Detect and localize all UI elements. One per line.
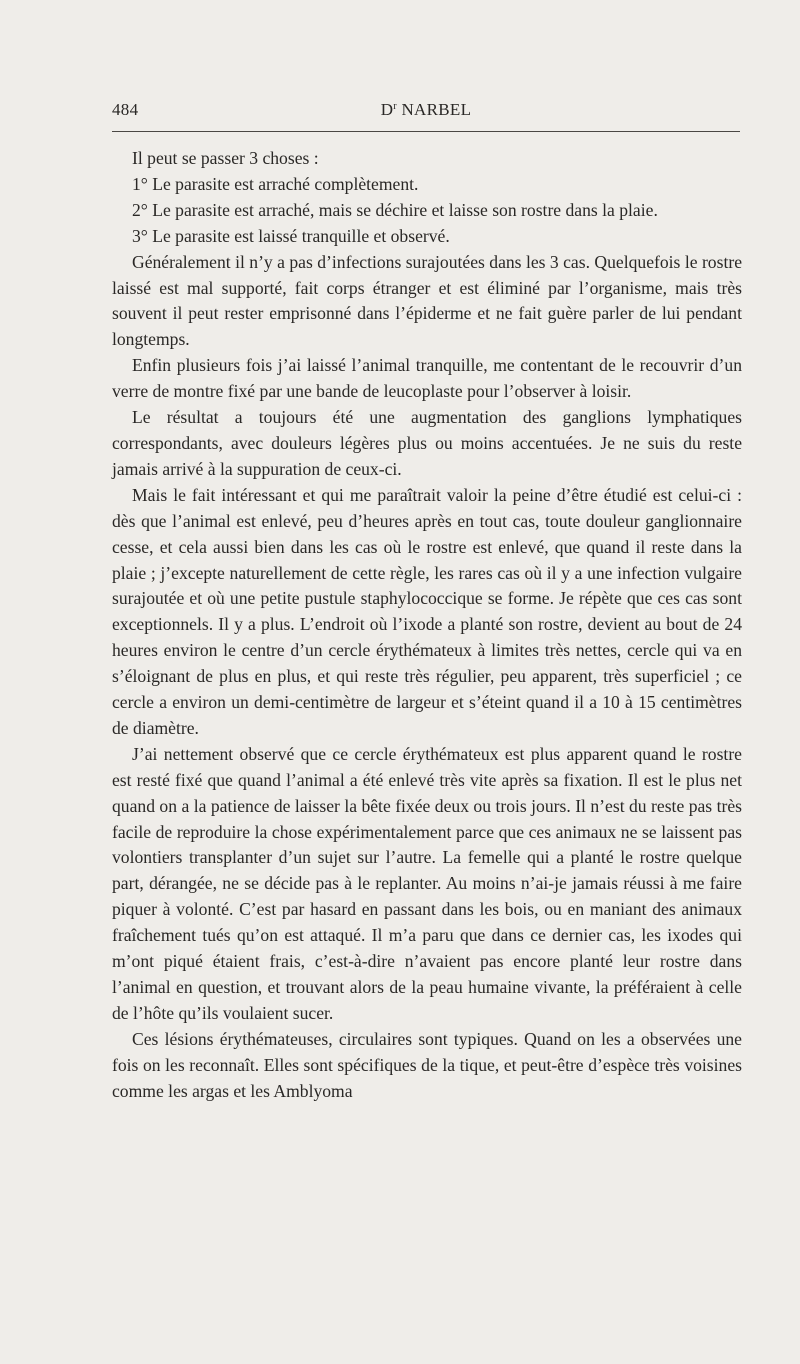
running-title [112, 100, 740, 120]
paragraph: Généralement il n’y a pas d’infections surajoutées dans les 3 cas. Quelquefois le rostre laissé est mal supporté, fait corps étranger et est éliminé par l’organisme, mais très souvent il peut rester emprisonné dans l’épiderme et ne fait guère parler de lui pendant longtemps. [112, 251, 742, 350]
author-superscript: r [393, 101, 397, 112]
page-number: 484 [112, 100, 139, 119]
paragraph: Ces lésions érythémateuses, circulaires sont typiques. Quand on les a observées une fois on les reconnaît. Elles sont spécifiques de la tique, et peut-être d’espèce très voisines comme les argas et les Amblyoma [112, 1028, 742, 1101]
paragraph: J’ai nettement observé que ce cercle érythémateux est plus apparent quand le rostre est resté fixé que quand l’animal a été enlevé très vite après sa fixation. Il est le plus net quand on a la patience de laisser la bête fixée deux ou trois jours. Il n’est du reste pas très facile de reproduire la chose expérimentalement parce que ces animaux ne se laissent pas volontiers transplanter d’un sujet sur l’autre. La femelle qui a planté le rostre quelque part, dérangée, ne se décide pas à le replanter. Au moins n’ai-je jamais réussi à me faire piquer à volonté. C’est par hasard en passant dans les bois, ou en maniant des animaux fraîchement tués qu’on est attaqué. Il m’a paru que dans ce dernier cas, les ixodes qui m’ont piqué étaient frais, c’est-à-dire n’avaient pas encore planté leur rostre dans l’animal en question, et trouvant alors de la peau humaine vivante, la préféraient à celle de l’hôte qu’ils voulaient sucer. [112, 743, 742, 1023]
paragraph: Mais le fait intéressant et qui me paraîtrait valoir la peine d’être étudié est celui-ci : dès que l’animal est enlevé, peu d’heures après en tout cas, toute douleur ganglionnaire cesse, et cela aussi bien dans les cas où le rostre est enlevé, que quand il reste dans la plaie ; j’excepte naturellement de cette règle, les rares cas où il y a une infection vulgaire surajoutée et où une petite pustule staphylococcique se forme. Je répète que ces cas sont exceptionnels. Il y a plus. L’endroit où l’ixode a planté son rostre, devient au bout de 24 heures environ le centre d’un cercle érythémateux à limites très nettes, cercle qui va en s’éloignant de plus en plus, et qui reste très régulier, peu apparent, très superficiel ; ce cercle a environ un demi-centimètre de largeur et s’éteint quand il a 10 à 15 centimètres de diamètre. [112, 484, 742, 738]
running-header [112, 100, 740, 124]
paragraph: 2° Le parasite est arraché, mais se déchire et laisse son rostre dans la plaie. [132, 199, 658, 220]
author-name: NARBEL [401, 100, 472, 119]
paragraph: Le résultat a toujours été une augmentation des ganglions lymphatiques correspondants, avec douleurs légères plus ou moins accentuées. Je ne suis du reste jamais arrivé à la suppuration de ceux-ci. [112, 407, 742, 479]
paragraph: Il peut se passer 3 choses : [132, 148, 319, 168]
paragraph: 3° Le parasite est laissé tranquille et observé. [132, 225, 450, 246]
paragraph: 1° Le parasite est arraché complètement. [132, 173, 419, 194]
paragraph: Enfin plusieurs fois j’ai laissé l’animal tranquille, me contentant de le recouvrir d’un verre de montre fixé par une bande de leucoplaste pour l’observer à loisir. [112, 355, 742, 402]
author-prefix: D [380, 100, 394, 119]
body-text [112, 146, 742, 1105]
header-rule [112, 131, 740, 132]
